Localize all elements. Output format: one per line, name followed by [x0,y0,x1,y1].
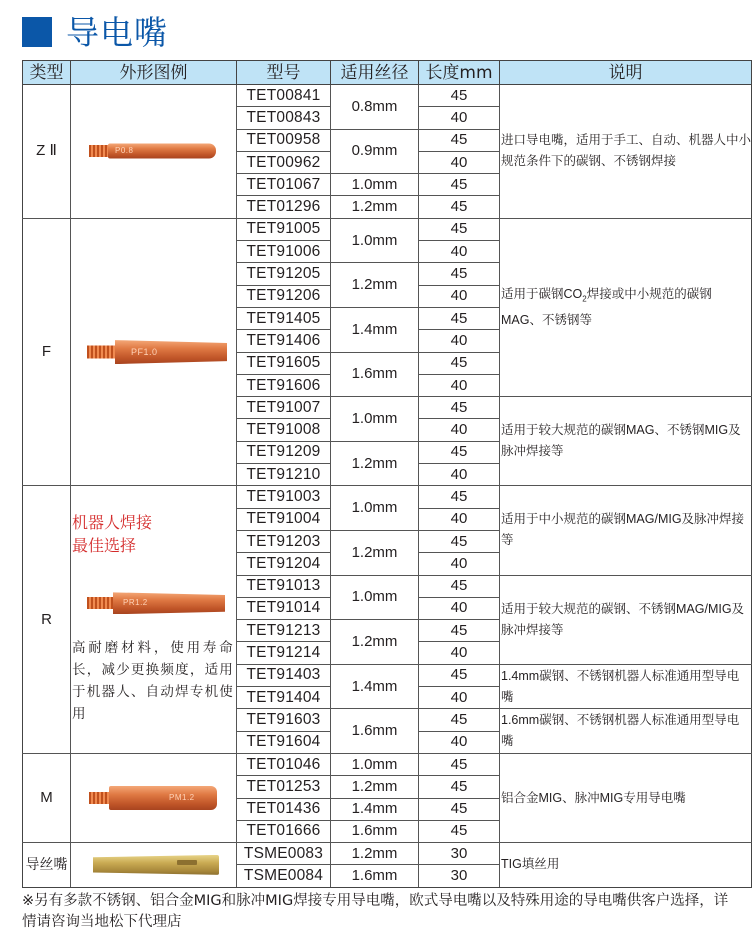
diameter-cell: 1.0mm [331,174,419,196]
model-cell: TET01666 [237,820,331,842]
contact-tip-image-f [71,218,237,486]
diameter-cell: 1.4mm [331,307,419,352]
length-cell: 45 [419,709,500,731]
contact-tip-icon: P0.8 [89,141,219,161]
description-cell: 进口导电嘴，适用于手工、自动、机器人中小规范条件下的碳钢、不锈钢焊接 [500,85,752,219]
length-cell: 45 [419,530,500,552]
diameter-cell: 0.9mm [331,129,419,174]
length-cell: 40 [419,642,500,664]
model-cell: TET91007 [237,397,331,419]
description-cell: 铝合金MIG、脉冲MIG专用导电嘴 [500,753,752,842]
length-cell: 45 [419,820,500,842]
table-row [23,486,752,508]
diameter-cell: 1.0mm [331,753,419,775]
page-title [22,8,168,52]
model-cell: TET01436 [237,798,331,820]
model-cell: TET91214 [237,642,331,664]
length-cell: 40 [419,330,500,352]
model-cell: TSME0084 [237,865,331,887]
model-cell: TET00962 [237,151,331,173]
length-cell: 40 [419,731,500,753]
length-cell: 40 [419,419,500,441]
table-row [23,753,752,775]
model-cell: TET91209 [237,441,331,463]
header-description: 说明 [500,61,752,85]
robot-welding-note: 机器人焊接 最佳选择 [72,515,153,556]
diameter-cell: 1.0mm [331,575,419,620]
contact-tip-image-r [71,486,237,754]
diameter-cell: 0.8mm [331,85,419,130]
diameter-cell: 1.6mm [331,709,419,754]
table-row [23,843,752,865]
model-cell: TET91205 [237,263,331,285]
description-cell: 1.6mm碳钢、不锈钢机器人标准通用型导电嘴 [500,709,752,754]
table-row [23,218,752,240]
model-cell: TET01067 [237,174,331,196]
length-cell: 45 [419,174,500,196]
model-cell: TET91603 [237,709,331,731]
length-cell: 45 [419,129,500,151]
length-cell: 45 [419,352,500,374]
length-cell: 40 [419,464,500,486]
wire-guide-icon [93,854,223,876]
header-wire-diameter: 适用丝径 [331,61,419,85]
header-image: 外形图例 [71,61,237,85]
model-cell: TET00843 [237,107,331,129]
diameter-cell: 1.2mm [331,776,419,798]
contact-tip-icon: PF1.0 [87,339,227,365]
model-cell: TET91403 [237,664,331,686]
description-cell: 适用于碳钢$CO_2$焊接或中小规范的碳钢MAG、不锈钢等 [500,218,752,396]
diameter-cell: 1.0mm [331,397,419,442]
title-square-icon [22,17,52,47]
length-cell: 45 [419,397,500,419]
length-cell: 40 [419,151,500,173]
page-title-text: 导电嘴 [66,12,168,52]
description-cell: 适用于中小规范的碳钢MAG/MIG及脉冲焊接等 [500,486,752,575]
length-cell: 45 [419,753,500,775]
length-cell: 45 [419,575,500,597]
model-cell: TET91014 [237,597,331,619]
diameter-cell: 1.2mm [331,441,419,486]
diameter-cell: 1.2mm [331,530,419,575]
diameter-cell: 1.4mm [331,664,419,709]
type-cell: Z Ⅱ [23,85,71,219]
description-cell: 1.4mm碳钢、不锈钢机器人标准通用型导电嘴 [500,664,752,709]
diameter-cell: 1.6mm [331,820,419,842]
table-row [23,85,752,107]
length-cell: 45 [419,218,500,240]
length-cell: 45 [419,798,500,820]
description-cell: TIG填丝用 [500,843,752,888]
model-cell: TET91406 [237,330,331,352]
model-cell: TET91013 [237,575,331,597]
length-cell: 45 [419,196,500,218]
length-cell: 45 [419,620,500,642]
header-model: 型号 [237,61,331,85]
footer-note: ※另有多款不锈钢、铝合金MIG和脉冲MIG焊接专用导电嘴，欧式导电嘴以及特殊用途的导电嘴供客户选择，详情请咨询当地松下代理店 [22,893,729,930]
model-cell: TET91210 [237,464,331,486]
diameter-cell: 1.2mm [331,843,419,865]
length-cell: 40 [419,107,500,129]
length-cell: 40 [419,374,500,396]
length-cell: 40 [419,687,500,709]
material-note: 高耐磨材料，使用寿命长，减少更换频度，适用于机器人、自动焊专机使用 [72,639,234,721]
description-cell: 适用于较大规范的碳钢MAG、不锈钢MIG及脉冲焊接等 [500,397,752,486]
model-cell: TET91203 [237,530,331,552]
model-cell: TET91206 [237,285,331,307]
length-cell: 30 [419,843,500,865]
model-cell: TET01253 [237,776,331,798]
diameter-cell: 1.0mm [331,218,419,263]
diameter-cell: 1.0mm [331,486,419,531]
model-cell: TET00958 [237,129,331,151]
contact-tip-image-zii [71,85,237,219]
model-cell: TET91604 [237,731,331,753]
type-cell: F [23,218,71,486]
length-cell: 40 [419,285,500,307]
description-cell: 适用于较大规范的碳钢、不锈钢MAG/MIG及脉冲焊接等 [500,575,752,664]
model-cell: TET91605 [237,352,331,374]
model-cell: TSME0083 [237,843,331,865]
length-cell: 45 [419,85,500,107]
length-cell: 45 [419,441,500,463]
diameter-cell: 1.2mm [331,620,419,665]
diameter-cell: 1.6mm [331,865,419,887]
type-cell: 导丝嘴 [23,843,71,888]
model-cell: TET01296 [237,196,331,218]
length-cell: 45 [419,776,500,798]
table-header-row [23,61,752,85]
diameter-cell: 1.2mm [331,196,419,218]
length-cell: 40 [419,597,500,619]
model-cell: TET91606 [237,374,331,396]
type-cell: M [23,753,71,842]
model-cell: TET91004 [237,508,331,530]
contact-tip-table [22,60,752,888]
model-cell: TET91008 [237,419,331,441]
diameter-cell: 1.2mm [331,263,419,308]
model-cell: TET01046 [237,753,331,775]
model-cell: TET91005 [237,218,331,240]
type-cell: R [23,486,71,754]
diameter-cell: 1.6mm [331,352,419,397]
length-cell: 30 [419,865,500,887]
contact-tip-image-m [71,753,237,842]
diameter-cell: 1.4mm [331,798,419,820]
wire-guide-image [71,843,237,888]
length-cell: 45 [419,664,500,686]
length-cell: 40 [419,553,500,575]
header-type: 类型 [23,61,71,85]
length-cell: 45 [419,307,500,329]
model-cell: TET91003 [237,486,331,508]
model-cell: TET91404 [237,687,331,709]
length-cell: 40 [419,508,500,530]
length-cell: 45 [419,486,500,508]
contact-tip-icon: PM1.2 [89,785,219,811]
model-cell: TET91006 [237,241,331,263]
header-length: 长度mm [419,61,500,85]
model-cell: TET91405 [237,307,331,329]
model-cell: TET91204 [237,553,331,575]
length-cell: 40 [419,241,500,263]
length-cell: 45 [419,263,500,285]
contact-tip-icon: PR1.2 [87,590,227,616]
model-cell: TET00841 [237,85,331,107]
model-cell: TET91213 [237,620,331,642]
